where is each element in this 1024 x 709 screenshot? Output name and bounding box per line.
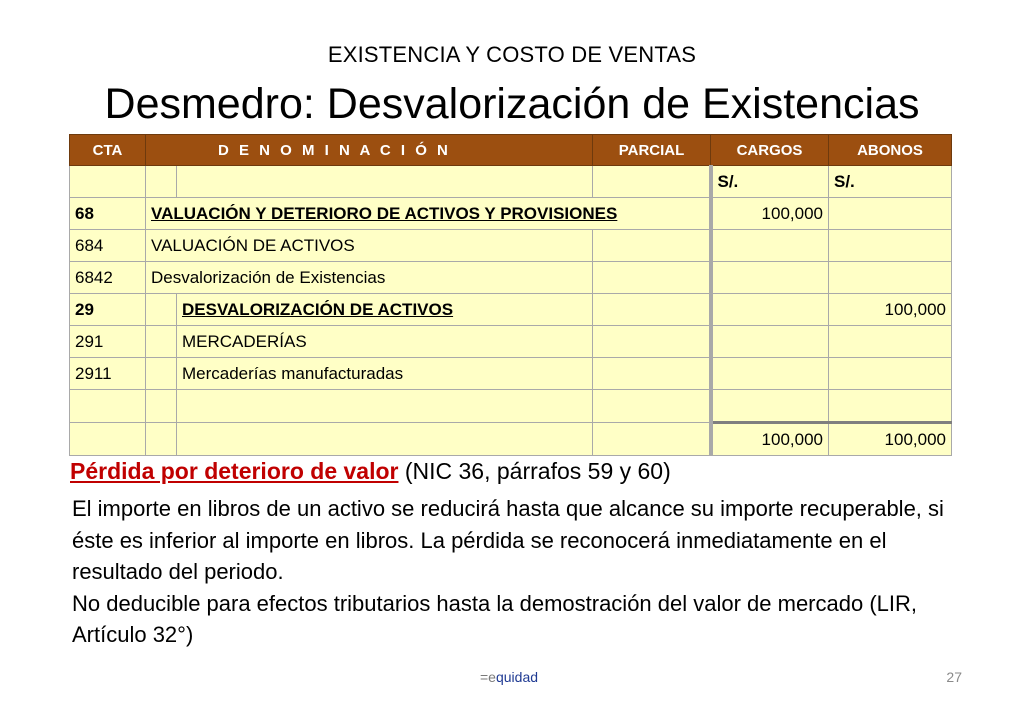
account-code: 6842 [70,262,146,294]
abono-amount [829,358,952,390]
abono-amount [829,198,952,230]
page-number: 27 [946,669,962,685]
abono-amount: 100,000 [829,294,952,326]
table-row [70,230,952,262]
abono-amount [829,262,952,294]
account-name: VALUACIÓN DE ACTIVOS [146,230,593,262]
header-abonos: ABONOS [829,135,952,166]
account-code: 68 [70,198,146,230]
cargo-amount [711,358,829,390]
equidad-logo: =equidad [480,669,539,685]
note-paragraph-1: El importe en libros de un activo se reducirá hasta que alcance su importe recuperable, si éste es inferior al importe en libros. La pérdida se reconocerá inmediatamente en el resultado del periodo. [72,496,944,584]
note-heading: Pérdida por deterioro de valor [70,458,399,484]
cargo-amount [711,294,829,326]
slide-supertitle: EXISTENCIA Y COSTO DE VENTAS [327,42,697,67]
total-cargos: 100,000 [711,423,829,456]
table-row [70,262,952,294]
header-cargos: CARGOS [711,135,829,166]
account-name: Desvalorización de Existencias [146,262,593,294]
header-parcial: PARCIAL [593,135,711,166]
note-body [72,493,972,651]
header-cta: CTA [70,135,146,166]
account-code: 291 [70,326,146,358]
account-name: VALUACIÓN Y DETERIORO DE ACTIVOS Y PROVISIONES [146,198,711,230]
parcial-amount [593,230,711,262]
parcial-amount [593,262,711,294]
account-name: MERCADERÍAS [177,326,593,358]
parcial-amount [593,294,711,326]
cargo-amount [711,230,829,262]
note-paragraph-2: No deducible para efectos tributarios hasta la demostración del valor de mercado (LIR, Artículo 32°) [72,590,918,647]
header-denominacion: D E N O M I N A C I Ó N [146,135,593,166]
account-code: 684 [70,230,146,262]
account-code: 29 [70,294,146,326]
account-name: DESVALORIZACIÓN DE ACTIVOS [177,294,593,326]
cargo-amount [711,326,829,358]
abono-amount [829,326,952,358]
note-heading-line [70,458,671,485]
total-abonos: 100,000 [829,423,952,456]
table-row [70,358,952,390]
account-name: Mercaderías manufacturadas [177,358,593,390]
journal-entry-table [69,134,952,456]
currency-row [70,166,952,198]
slide-title: Desmedro: Desvalorización de Existencias [104,80,920,128]
parcial-amount [593,326,711,358]
table-row [70,198,952,230]
parcial-amount [593,358,711,390]
totals-row [70,423,952,456]
table-row [70,294,952,326]
cargo-amount [711,262,829,294]
abono-amount [829,230,952,262]
currency-cargos: S/. [711,166,829,198]
cargo-amount: 100,000 [711,198,829,230]
table-row [70,326,952,358]
currency-abonos: S/. [829,166,952,198]
empty-row [70,390,952,423]
table-header-row [70,135,952,166]
note-reference: (NIC 36, párrafos 59 y 60) [398,458,671,484]
account-code: 2911 [70,358,146,390]
